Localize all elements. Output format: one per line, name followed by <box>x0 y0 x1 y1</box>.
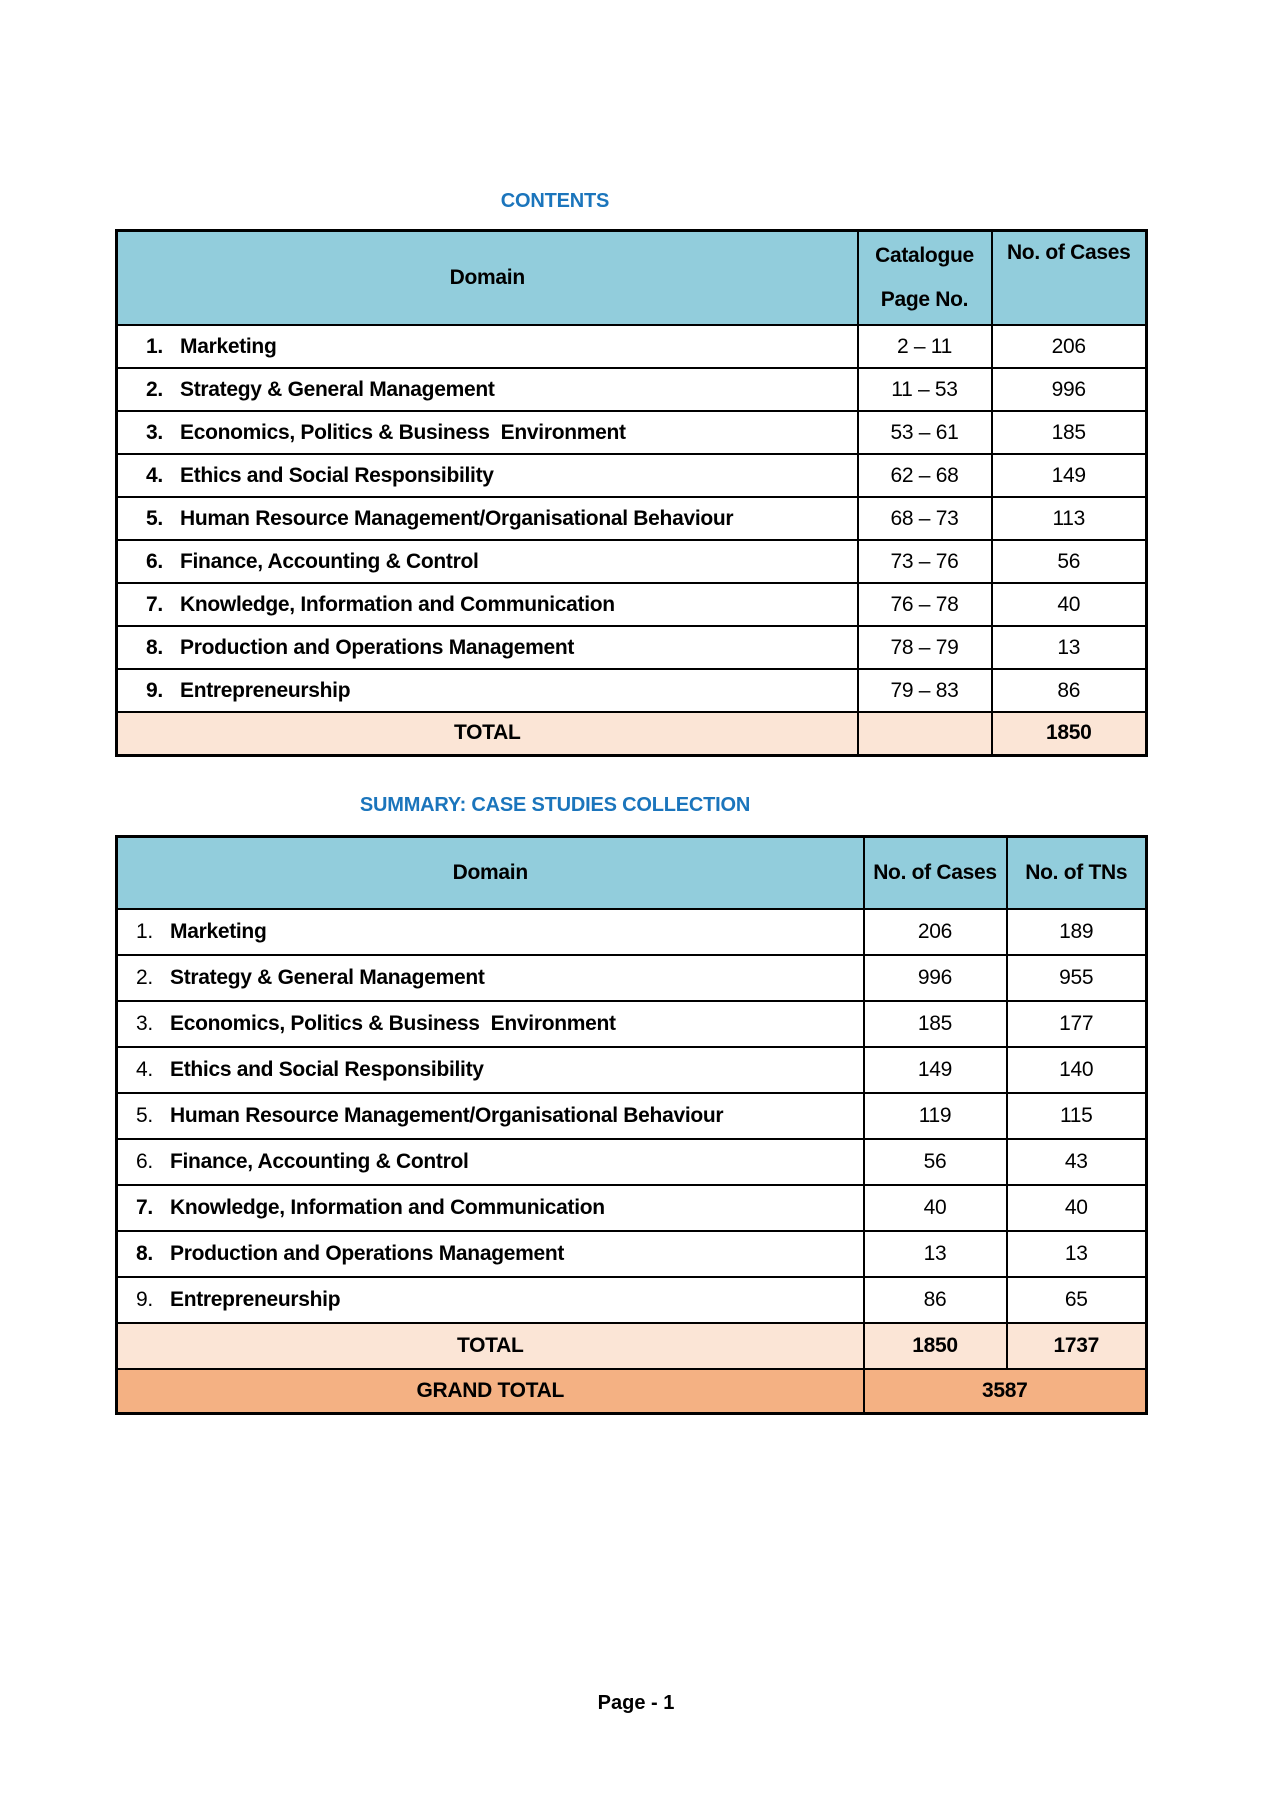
header-domain: Domain <box>117 231 858 326</box>
page-range: 68 – 73 <box>858 497 992 540</box>
cases-count: 113 <box>992 497 1147 540</box>
row-number: 5. <box>146 506 163 530</box>
row-number: 6. <box>146 549 163 573</box>
tns-count: 65 <box>1007 1277 1147 1323</box>
row-number: 2. <box>146 377 163 401</box>
domain-name: Marketing <box>180 334 277 358</box>
domain-name: Marketing <box>170 919 267 943</box>
page-range: 2 – 11 <box>858 325 992 368</box>
table-row <box>117 1047 1147 1093</box>
cases-count: 13 <box>864 1231 1007 1277</box>
domain-cell <box>117 1093 864 1139</box>
table-row <box>117 454 1147 497</box>
domain-name: Entrepreneurship <box>170 1287 341 1311</box>
table-row <box>117 1277 1147 1323</box>
page-number: Page - 1 <box>597 1692 675 1714</box>
row-number: 9. <box>146 678 163 702</box>
cases-count: 119 <box>864 1093 1007 1139</box>
domain-name: Knowledge, Information and Communication <box>180 592 615 616</box>
table-row <box>117 955 1147 1001</box>
total-row <box>117 712 1147 755</box>
cases-count: 40 <box>864 1185 1007 1231</box>
domain-name: Production and Operations Management <box>170 1241 565 1265</box>
grand-total-value: 3587 <box>864 1369 1147 1414</box>
table-row <box>117 325 1147 368</box>
cases-count: 149 <box>992 454 1147 497</box>
domain-name: Strategy & General Management <box>180 377 495 401</box>
table-row <box>117 411 1147 454</box>
domain-cell <box>117 411 858 454</box>
row-number: 6. <box>136 1149 153 1173</box>
domain-cell <box>117 1047 864 1093</box>
page-range: 11 – 53 <box>858 368 992 411</box>
domain-cell <box>117 1139 864 1185</box>
cases-count: 56 <box>992 540 1147 583</box>
total-label: TOTAL <box>117 712 858 755</box>
domain-cell <box>117 325 858 368</box>
cases-count: 86 <box>992 669 1147 712</box>
page-range: 78 – 79 <box>858 626 992 669</box>
domain-cell <box>117 583 858 626</box>
table-row <box>117 626 1147 669</box>
tns-count: 115 <box>1007 1093 1147 1139</box>
domain-cell <box>117 368 858 411</box>
table-row <box>117 1185 1147 1231</box>
contents-table <box>115 229 1148 757</box>
domain-name: Ethics and Social Responsibility <box>170 1057 484 1081</box>
header-no-of-cases: No. of Cases <box>864 837 1007 909</box>
row-number: 5. <box>136 1103 153 1127</box>
header-domain: Domain <box>117 837 864 909</box>
table-row <box>117 368 1147 411</box>
domain-cell <box>117 1277 864 1323</box>
table-row <box>117 540 1147 583</box>
page-range: 76 – 78 <box>858 583 992 626</box>
total-row <box>117 1323 1147 1369</box>
domain-cell <box>117 454 858 497</box>
row-number: 1. <box>136 919 153 943</box>
table-row <box>117 583 1147 626</box>
row-number: 4. <box>136 1057 153 1081</box>
row-number: 3. <box>146 420 163 444</box>
domain-cell <box>117 955 864 1001</box>
table-row <box>117 1139 1147 1185</box>
grand-total-label: GRAND TOTAL <box>117 1369 864 1414</box>
row-number: 8. <box>146 635 163 659</box>
row-number: 7. <box>136 1195 153 1219</box>
table-row <box>117 669 1147 712</box>
cases-count: 56 <box>864 1139 1007 1185</box>
tns-count: 177 <box>1007 1001 1147 1047</box>
header-no-of-tns: No. of TNs <box>1007 837 1147 909</box>
header-catalogue-page-no: Catalogue Page No. <box>858 231 992 326</box>
table-row <box>117 1001 1147 1047</box>
domain-name: Knowledge, Information and Communication <box>170 1195 605 1219</box>
cases-count: 185 <box>992 411 1147 454</box>
domain-name: Entrepreneurship <box>180 678 351 702</box>
summary-header-row <box>117 837 1147 909</box>
table-row <box>117 909 1147 955</box>
domain-name: Finance, Accounting & Control <box>170 1149 469 1173</box>
total-cases: 1850 <box>864 1323 1007 1369</box>
page-range: 79 – 83 <box>858 669 992 712</box>
tns-count: 40 <box>1007 1185 1147 1231</box>
cases-count: 996 <box>992 368 1147 411</box>
cases-count: 13 <box>992 626 1147 669</box>
row-number: 3. <box>136 1011 153 1035</box>
page-range: 53 – 61 <box>858 411 992 454</box>
cases-count: 40 <box>992 583 1147 626</box>
row-number: 2. <box>136 965 153 989</box>
summary-table <box>115 835 1148 1415</box>
row-number: 4. <box>146 463 163 487</box>
domain-name: Ethics and Social Responsibility <box>180 463 494 487</box>
cases-count: 149 <box>864 1047 1007 1093</box>
row-number: 8. <box>136 1241 153 1265</box>
tns-count: 140 <box>1007 1047 1147 1093</box>
domain-cell <box>117 540 858 583</box>
domain-name: Strategy & General Management <box>170 965 485 989</box>
page-range: 73 – 76 <box>858 540 992 583</box>
domain-name: Economics, Politics & Business Environment <box>180 420 626 444</box>
tns-count: 955 <box>1007 955 1147 1001</box>
domain-name: Human Resource Management/Organisational Behaviour <box>170 1103 724 1127</box>
row-number: 1. <box>146 334 163 358</box>
cases-count: 206 <box>864 909 1007 955</box>
summary-title: SUMMARY: CASE STUDIES COLLECTION <box>359 794 751 816</box>
cases-count: 206 <box>992 325 1147 368</box>
domain-cell <box>117 669 858 712</box>
domain-cell <box>117 1001 864 1047</box>
page-range: 62 – 68 <box>858 454 992 497</box>
cases-count: 86 <box>864 1277 1007 1323</box>
grand-total-row <box>117 1369 1147 1414</box>
domain-name: Production and Operations Management <box>180 635 575 659</box>
domain-cell <box>117 626 858 669</box>
table-row <box>117 1093 1147 1139</box>
tns-count: 189 <box>1007 909 1147 955</box>
domain-cell <box>117 1185 864 1231</box>
header-no-of-cases: No. of Cases <box>992 231 1147 326</box>
cases-count: 185 <box>864 1001 1007 1047</box>
contents-title: CONTENTS <box>500 190 610 212</box>
domain-name: Human Resource Management/Organisational Behaviour <box>180 506 734 530</box>
total-cases: 1850 <box>992 712 1147 755</box>
cases-count: 996 <box>864 955 1007 1001</box>
domain-name: Economics, Politics & Business Environment <box>170 1011 616 1035</box>
total-tns: 1737 <box>1007 1323 1147 1369</box>
domain-cell <box>117 497 858 540</box>
total-label: TOTAL <box>117 1323 864 1369</box>
row-number: 7. <box>146 592 163 616</box>
tns-count: 13 <box>1007 1231 1147 1277</box>
table-row <box>117 497 1147 540</box>
contents-header-row <box>117 231 1147 326</box>
domain-cell <box>117 1231 864 1277</box>
table-row <box>117 1231 1147 1277</box>
total-pages-empty <box>858 712 992 755</box>
domain-name: Finance, Accounting & Control <box>180 549 479 573</box>
row-number: 9. <box>136 1287 153 1311</box>
tns-count: 43 <box>1007 1139 1147 1185</box>
domain-cell <box>117 909 864 955</box>
